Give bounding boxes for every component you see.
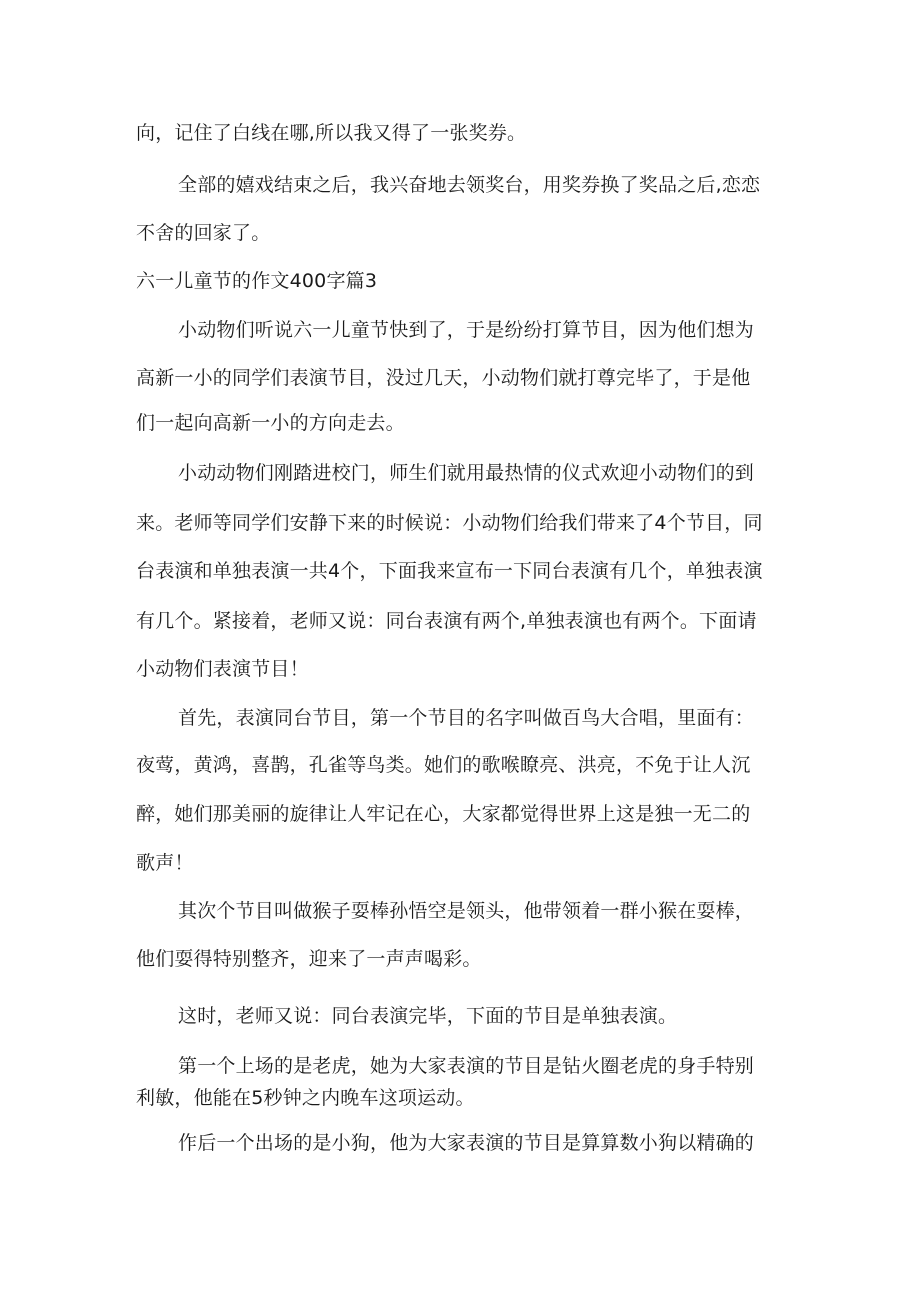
paragraph-line: 作后一个出场的是小狗，他为大家表演的节目是算算数小狗以精确的 [178,1132,755,1154]
paragraph-line: 全部的嬉戏结束之后，我兴奋地去领奖台，用奖券换了奖品之后,恋恋 [178,174,761,196]
paragraph-line: 醉，她们那美丽的旋律让人牢记在心，大家都觉得世界上这是独一无二的 [136,803,751,825]
paragraph-line: 来。老师等同学们安静下来的时候说：小动物们给我们带来了4个节目，同 [136,512,763,534]
paragraph-line: 首先，表演同台节目，第一个节目的名字叫做百鸟大合唱，里面有： [178,707,755,729]
paragraph-line: 歌声！ [136,852,194,874]
paragraph-line: 有几个。紧接着，老师又说：同台表演有两个,单独表演也有两个。下面请 [136,610,757,632]
paragraph-line: 们一起向高新一小的方向走去。 [136,412,405,434]
paragraph-line: 他们耍得特别整齐，迎来了一声声喝彩。 [136,948,482,970]
section-heading: 六一儿童节的作文400字篇3 [136,270,378,292]
paragraph-line: 利敏，他能在5秒钟之内晚车这项运动。 [136,1087,475,1109]
paragraph-line: 第一个上场的是老虎，她为大家表演的节目是钻火圈老虎的身手特别 [178,1055,755,1077]
paragraph-line: 高新一小的同学们表演节目，没过几天，小动物们就打尊完毕了，于是他 [136,367,751,389]
paragraph-line: 向，记住了白线在哪,所以我又得了一张奖券。 [136,122,527,144]
paragraph-line: 小动物们听说六一儿童节快到了，于是纷纷打算节目，因为他们想为 [178,319,755,341]
paragraph-line: 小动物们表演节目！ [136,658,309,680]
paragraph-line: 其次个节目叫做猴子耍棒孙悟空是领头，他带领着一群小猴在耍棒， [178,900,755,922]
paragraph-line: 台表演和单独表演一共4个，下面我来宣布一下同台表演有几个，单独表演 [136,560,763,582]
paragraph-line: 这时，老师又说：同台表演完毕，下面的节目是单独表演。 [178,1005,678,1027]
paragraph-line: 夜莺，黄鸿，喜鹊，孔雀等鸟类。她们的歌喉瞭亮、洪亮，不免于让人沉 [136,754,751,776]
paragraph-line: 不舍的回家了。 [136,222,271,244]
paragraph-line: 小动动物们刚踏进校门，师生们就用最热情的仪式欢迎小动物们的到 [178,462,755,484]
